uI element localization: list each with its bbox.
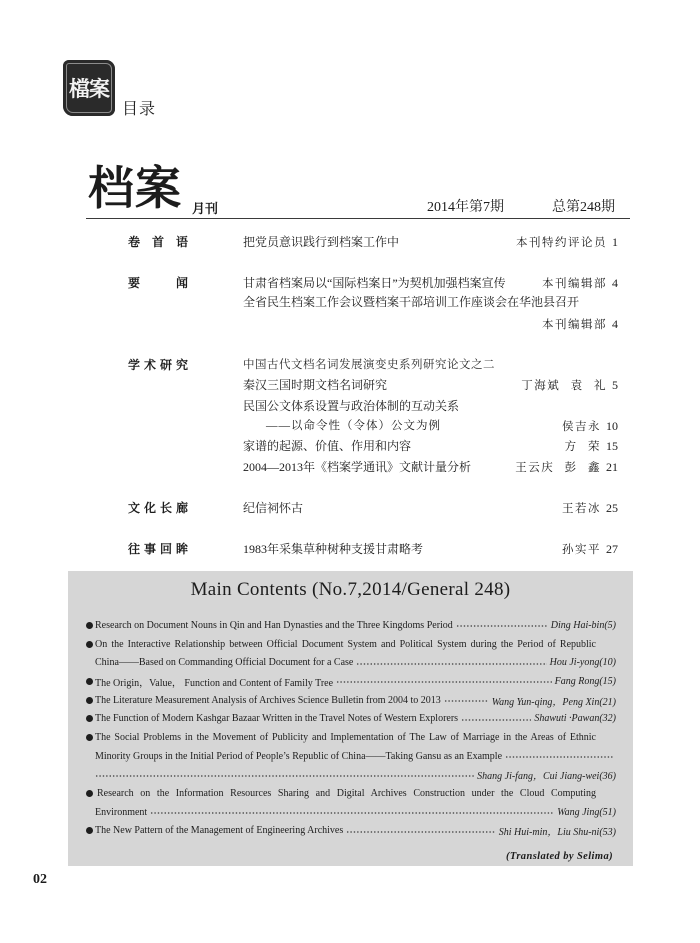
leader-dots [456, 620, 548, 630]
toc-entry [0, 377, 700, 393]
bullet-icon [86, 697, 93, 704]
toc-entry [0, 438, 700, 454]
leader-dots [461, 714, 531, 724]
leader-dots [150, 807, 554, 817]
entry-byline [562, 418, 618, 435]
entry-author: 侯吉永 [562, 421, 601, 433]
entry-title: China——Based on Commanding Official Document for a Case [95, 657, 354, 669]
entry-author: Wang Yun-qing，Peng Xin(21) [491, 696, 616, 708]
leader-dots [336, 676, 552, 686]
masthead-divider [86, 218, 630, 219]
entry-author: Wang Jing(51) [557, 806, 616, 818]
entry-title: 纪信祠怀古 [243, 501, 304, 515]
entry-byline [521, 377, 618, 394]
contents-line [86, 616, 616, 635]
entry-title: Environment [95, 806, 148, 818]
contents-line [86, 728, 616, 747]
bullet-icon [86, 715, 93, 722]
entry-title: The New Pattern of the Management of Engineering Archives [95, 825, 344, 837]
contents-entry [86, 728, 616, 784]
contents-entry [86, 822, 616, 841]
toc-entry [0, 275, 700, 291]
contents-label: 目录 [122, 99, 157, 118]
issue-number: 2014年第7期 [427, 200, 504, 215]
toc-entry [0, 398, 700, 414]
entry-title: 2004—2013年《档案学通讯》文献计量分析 [243, 460, 472, 474]
entry-title: 民国公文体系设置与政治体制的互动关系 [243, 399, 460, 413]
bullet-icon [86, 641, 93, 648]
toc-entry-byline-row [0, 316, 700, 332]
leader-dots [346, 826, 496, 836]
entry-subtitle: ——以命令性（令体）公文为例 [266, 420, 441, 432]
bullet-icon [86, 827, 93, 834]
entry-author: Ding Hai-bin(5) [550, 619, 616, 631]
contents-entry [86, 672, 616, 691]
entry-page: 1 [612, 235, 618, 249]
entry-byline [516, 234, 618, 251]
entry-page: 15 [606, 439, 618, 453]
contents-line [86, 822, 616, 841]
toc-entry [0, 541, 700, 557]
contents-line [86, 803, 616, 822]
entry-byline [562, 500, 618, 517]
leader-dots [505, 751, 613, 761]
entry-title: Research on the Information Resources Sharing and Digital Archives Construction under the Cloud Computing [97, 788, 596, 800]
entry-byline [542, 316, 618, 333]
section-label: 要 闻 [128, 276, 188, 290]
entry-title: Research on Document Nouns in Qin and Han Dynasties and the Three Kingdoms Period [95, 619, 453, 631]
entry-title: 全省民生档案工作会议暨档案干部培训工作座谈会在华池县召开 [243, 295, 580, 309]
entry-page: 27 [606, 542, 618, 556]
entry-title: 甘肃省档案局以“国际档案日”为契机加强档案宣传 [243, 276, 506, 290]
entry-title: The Function of Modern Kashgar Bazaar Written in the Travel Notes of Western Explorers [95, 713, 459, 725]
bullet-icon [86, 790, 93, 797]
series-note: 中国古代文档名词发展演变史系列研究论文之二 [243, 359, 495, 371]
contents-entry [86, 635, 616, 672]
bullet-icon [86, 678, 93, 685]
entry-title: On the Interactive Relationship between Official Document System and Political System during the Period of Republic [95, 638, 596, 650]
entry-author: 王云庆 彭 鑫 [515, 462, 601, 474]
contents-entry [86, 784, 616, 821]
entry-page: 5 [612, 378, 618, 392]
entry-author: 本刊编辑部 [542, 319, 607, 331]
entry-page: 25 [606, 501, 618, 515]
entry-page: 10 [606, 419, 618, 433]
entry-title: The Social Problems in the Movement of Publicity and Implementation of The Law of Marriage in the Areas of Ethnic [95, 731, 596, 743]
main-contents-heading: Main Contents (No.7,2014/General 248) [190, 579, 511, 600]
main-contents-list [86, 616, 616, 840]
contents-line [86, 635, 616, 654]
toc-entry [0, 234, 700, 250]
entry-author: 孙实平 [562, 544, 601, 556]
total-issue-number: 总第248期 [552, 200, 615, 215]
contents-entry [86, 616, 616, 635]
leader-dots [95, 770, 474, 780]
section-label: 文化长廊 [128, 501, 188, 515]
publication-frequency: 月刊 [192, 201, 219, 216]
entry-page: 4 [612, 317, 618, 331]
bullet-icon [86, 622, 93, 629]
toc-entry-subtitle-row [0, 418, 700, 434]
entry-byline [515, 459, 618, 476]
entry-author: 本刊特约评论员 [516, 237, 607, 249]
entry-author: Shi Hui-min，Liu Shu-ni(53) [498, 827, 616, 839]
toc-entry [0, 294, 700, 310]
entry-author: 方 荣 [564, 441, 601, 453]
section-label: 往事回眸 [128, 542, 188, 556]
contents-line [86, 709, 616, 728]
entry-title: 把党员意识践行到档案工作中 [243, 235, 400, 249]
archives-seal-logo [63, 60, 115, 116]
entry-page: 21 [606, 460, 618, 474]
contents-line [86, 747, 616, 766]
entry-title: 家谱的起源、价值、作用和内容 [243, 439, 412, 453]
entry-author: Hou Ji-yong(10) [549, 657, 616, 669]
toc-series-row [0, 357, 700, 373]
entry-byline [565, 438, 618, 455]
toc-entry [0, 459, 700, 475]
entry-page: 4 [612, 276, 618, 290]
bullet-icon [86, 734, 93, 741]
seal-lettering: 檔案 [69, 75, 109, 101]
contents-entry [86, 709, 616, 728]
page-number: 02 [33, 872, 47, 887]
leader-dots [356, 658, 546, 668]
contents-line [86, 691, 616, 710]
main-contents-box [68, 571, 633, 866]
entry-title: 1983年采集草种树种支援甘肃略考 [243, 542, 424, 556]
contents-line [86, 653, 616, 672]
section-label: 学术研究 [128, 358, 188, 372]
entry-author: 本刊编辑部 [542, 278, 607, 290]
entry-byline [542, 275, 618, 292]
toc-entry [0, 500, 700, 516]
section-label: 卷首语 [128, 235, 188, 249]
entry-author: Shang Ji-fang，Cui Jiang-wei(36) [477, 771, 616, 783]
entry-title: The Origin，Value， Function and Content of Family Tree [95, 677, 334, 689]
entry-author: 王若冰 [562, 503, 601, 515]
entry-author: 丁海斌 袁 礼 [521, 380, 607, 392]
translator-note: (Translated by Selima) [506, 851, 613, 862]
entry-title: 秦汉三国时期文档名词研究 [243, 378, 388, 392]
entry-title: The Literature Measurement Analysis of Archives Science Bulletin from 2004 to 2013 [95, 694, 441, 706]
contents-line [86, 672, 616, 691]
entry-author: Fang Rong(15) [554, 675, 616, 687]
contents-line [86, 784, 616, 803]
contents-line [86, 766, 616, 785]
journal-title: 档案 [88, 163, 182, 214]
entry-byline [562, 541, 618, 558]
entry-author: Shawuti ·Pawan(32) [534, 713, 616, 725]
entry-title: Minority Groups in the Initial Period of People’s Republic of China——Taking Gansu as an Example [95, 750, 503, 762]
contents-entry [86, 691, 616, 710]
leader-dots [444, 695, 489, 705]
